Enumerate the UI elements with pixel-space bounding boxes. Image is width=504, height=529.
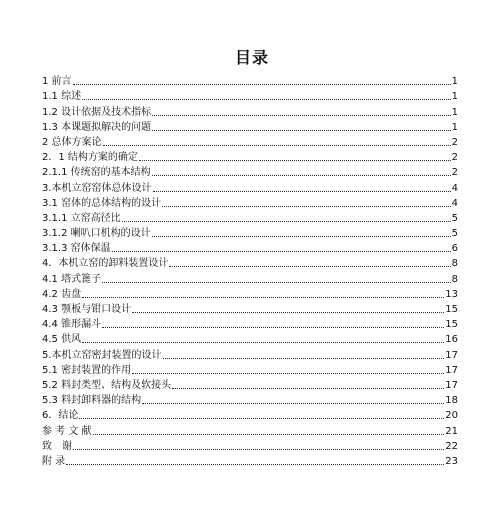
toc-dot-leader	[163, 358, 445, 359]
toc-dot-leader	[142, 403, 444, 404]
toc-entry-page-number: 1	[451, 121, 458, 133]
toc-dot-leader	[66, 464, 444, 465]
toc-entry	[42, 392, 458, 407]
toc-entry-page-number: 15	[445, 304, 458, 315]
toc-dot-leader	[169, 266, 450, 267]
toc-entry-label: 4.1 塔式篦子	[42, 273, 102, 285]
toc-entry-page-number: 8	[451, 273, 458, 285]
toc-dot-leader	[152, 130, 451, 131]
toc-entry-page-number: 18	[445, 395, 458, 407]
toc-entry-page-number: 6	[451, 243, 458, 255]
toc-entry	[42, 301, 458, 316]
toc-entry	[42, 134, 458, 149]
toc-dot-leader	[152, 236, 451, 237]
toc-entry-page-number: 2	[451, 152, 458, 164]
toc-entry-label: 致 谢	[42, 440, 72, 452]
toc-entry-label: 1.2 设计依据及技术指标	[42, 106, 152, 118]
toc-entry-page-number: 5	[451, 212, 458, 224]
toc-dot-leader	[93, 434, 445, 435]
toc-dot-leader	[152, 115, 451, 116]
toc-dot-leader	[82, 99, 451, 100]
toc-entry	[42, 438, 458, 453]
toc-entry-label: 3.1.1 立窑高径比	[42, 212, 121, 224]
toc-entry	[42, 453, 458, 468]
toc-entry-label: 5.3 料封卸料器的结构	[42, 395, 142, 407]
toc-entry-page-number: 2	[451, 136, 458, 148]
toc-entry	[42, 103, 458, 118]
toc-entry-page-number: 22	[445, 440, 458, 452]
toc-dot-leader	[152, 175, 451, 176]
toc-dot-leader	[162, 206, 451, 207]
toc-dot-leader	[102, 282, 451, 283]
toc-entry	[42, 240, 458, 255]
toc-entry-page-number: 15	[445, 319, 458, 331]
toc-entry	[42, 407, 458, 422]
toc-entry-page-number: 4	[451, 197, 458, 209]
toc-dot-leader	[79, 418, 444, 419]
toc-entry	[42, 270, 458, 285]
toc-entry	[42, 179, 458, 194]
toc-entry	[42, 119, 458, 134]
toc-list	[42, 73, 458, 468]
toc-entry-label: 4．本机立窑的卸料装置设计	[42, 258, 169, 270]
toc-dot-leader	[103, 145, 451, 146]
toc-entry	[42, 225, 458, 240]
toc-entry	[42, 346, 458, 361]
toc-entry-label: 5.1 密封装置的作用	[42, 364, 132, 376]
page-title: 目录	[234, 48, 269, 67]
toc-dot-leader	[122, 221, 451, 222]
toc-entry	[42, 149, 458, 164]
toc-entry	[42, 164, 458, 179]
toc-dot-leader	[132, 373, 444, 374]
toc-entry-page-number: 8	[451, 258, 458, 270]
toc-entry-label: 5.2 料封类型、结构及软接头	[42, 379, 172, 391]
toc-entry	[42, 195, 458, 210]
toc-entry-label: 4.5 供风	[42, 334, 82, 346]
toc-entry-page-number: 17	[445, 379, 458, 391]
toc-entry	[42, 255, 458, 270]
toc-entry	[42, 286, 458, 301]
toc-entry-page-number: 1	[451, 76, 458, 88]
toc-dot-leader	[73, 84, 451, 85]
toc-entry-label: 3.1.3 窑体保温	[42, 243, 111, 255]
toc-entry-label: 参 考 文 献	[42, 425, 92, 437]
toc-entry-label: 2 总体方案论	[42, 136, 102, 148]
toc-entry-page-number: 21	[445, 425, 458, 437]
toc-entry-page-number: 23	[445, 455, 458, 467]
toc-dot-leader	[73, 449, 444, 450]
toc-entry-label: 1 前言	[42, 76, 72, 88]
toc-entry-label: 3.1.2 喇叭口机构的设计	[42, 228, 151, 240]
toc-entry-label: 4.3 颚板与钳口设计	[42, 304, 132, 315]
toc-entry-label: 5.本机立窑密封装置的设计	[42, 349, 162, 361]
toc-dot-leader	[132, 312, 444, 313]
toc-entry-page-number: 20	[445, 410, 458, 422]
toc-entry	[42, 331, 458, 346]
toc-entry-label: 3.1 窑体的总体结构的设计	[42, 197, 162, 209]
toc-dot-leader	[112, 251, 451, 252]
toc-entry	[42, 316, 458, 331]
toc-entry-label: 1.1 综述	[42, 91, 82, 103]
toc-entry-label: 1.3 本课题拟解决的问题	[42, 121, 152, 133]
toc-entry	[42, 210, 458, 225]
toc-entry-page-number: 1	[451, 106, 458, 118]
toc-entry	[42, 362, 458, 377]
toc-entry-page-number: 1	[451, 91, 458, 103]
toc-dot-leader	[153, 191, 451, 192]
toc-entry-label: 2.1.1 传统窑的基本结构	[42, 167, 151, 179]
toc-entry-label: 附 录	[42, 455, 66, 467]
toc-dot-leader	[82, 297, 444, 298]
toc-entry-page-number: 17	[445, 364, 458, 376]
toc-entry	[42, 422, 458, 437]
toc-dot-leader	[172, 388, 444, 389]
toc-entry-label: 4.4 锥形漏斗	[42, 319, 102, 331]
toc-entry	[42, 377, 458, 392]
toc-dot-leader	[102, 327, 444, 328]
toc-entry-label: 2．1 结构方案的确定	[42, 152, 138, 164]
toc-dot-leader	[82, 342, 444, 343]
toc-entry-label: 6．结论	[42, 410, 79, 422]
toc-entry	[42, 88, 458, 103]
toc-entry-page-number: 5	[451, 228, 458, 240]
toc-entry-page-number: 16	[445, 334, 458, 346]
toc-entry-label: 4.2 齿盘	[42, 288, 82, 300]
toc-entry-page-number: 13	[445, 288, 458, 300]
toc-entry-page-number: 4	[451, 182, 458, 194]
toc-entry-page-number: 2	[451, 167, 458, 179]
toc-entry-page-number: 17	[445, 349, 458, 361]
toc-entry-label: 3.本机立窑窑体总体设计	[42, 182, 152, 194]
toc-entry	[42, 73, 458, 88]
toc-dot-leader	[139, 160, 451, 161]
